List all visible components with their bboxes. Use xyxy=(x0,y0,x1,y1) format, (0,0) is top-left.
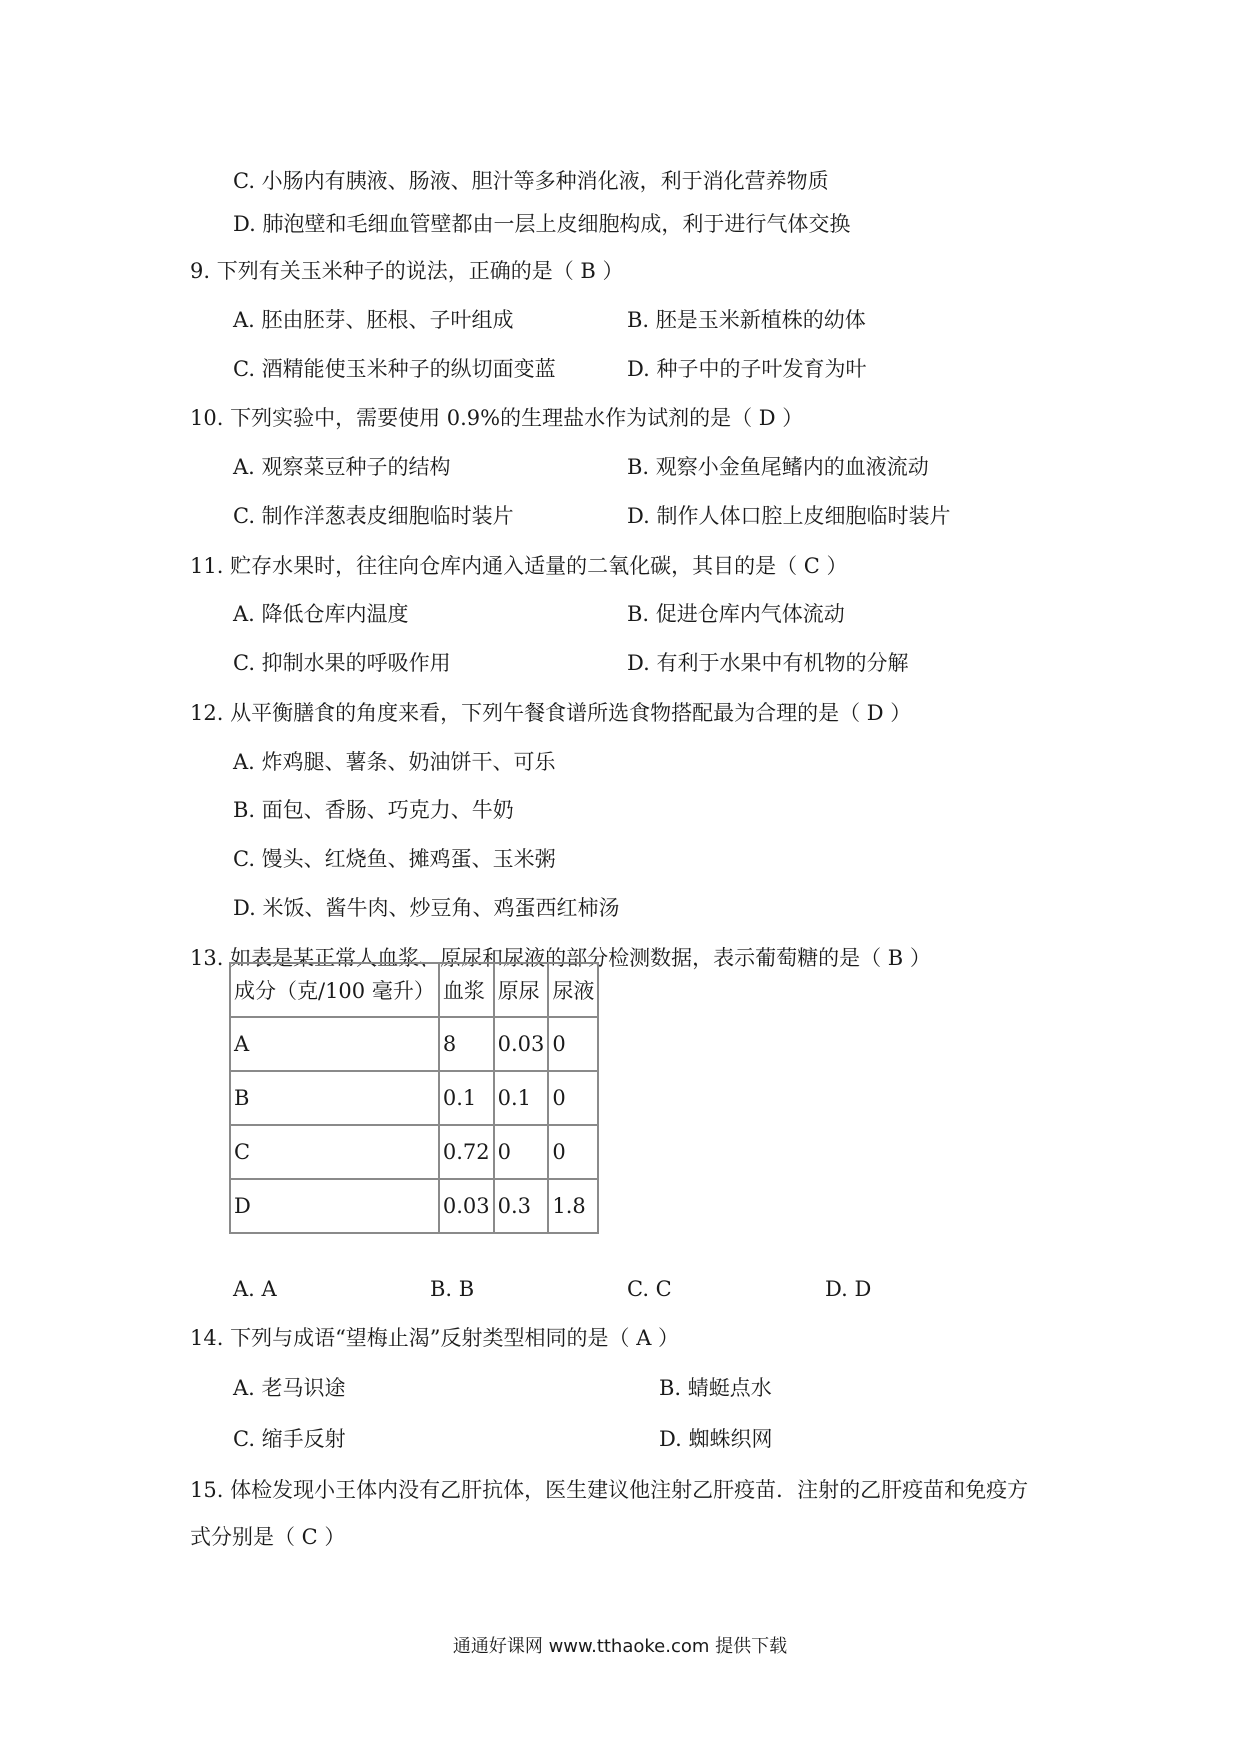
q11-option-d: D. 有利于水果中有机物的分解 xyxy=(627,651,909,675)
table-cell: 0.03 xyxy=(439,1179,494,1233)
q14-option-c: C. 缩手反射 xyxy=(233,1427,346,1451)
q9-option-c: C. 酒精能使玉米种子的纵切面变蓝 xyxy=(233,357,556,381)
table-cell: A xyxy=(230,1017,439,1071)
q8-option-c: C. 小肠内有胰液、肠液、胆汁等多种消化液，利于消化营养物质 xyxy=(233,169,829,193)
q13-option-d: D. D xyxy=(825,1277,872,1301)
q12-option-c: C. 馒头、红烧鱼、摊鸡蛋、玉米粥 xyxy=(233,847,556,871)
q10-option-d: D. 制作人体口腔上皮细胞临时装片 xyxy=(627,504,951,528)
page-footer: 通通好课网 www.tthaoke.com 提供下载 xyxy=(452,1636,788,1657)
q9-option-a: A. 胚由胚芽、胚根、子叶组成 xyxy=(233,308,514,332)
q9-option-b: B. 胚是玉米新植株的幼体 xyxy=(627,308,866,332)
table-cell: 0.3 xyxy=(494,1179,549,1233)
urine-data-table xyxy=(229,962,599,1234)
q14-option-d: D. 蜘蛛织网 xyxy=(659,1427,773,1451)
table-row xyxy=(230,1017,598,1071)
q10-option-b: B. 观察小金鱼尾鳍内的血液流动 xyxy=(627,455,929,479)
q11-option-c: C. 抑制水果的呼吸作用 xyxy=(233,651,451,675)
table-header-cell: 原尿 xyxy=(494,963,549,1017)
q10-option-c: C. 制作洋葱表皮细胞临时装片 xyxy=(233,504,514,528)
q12-option-a: A. 炸鸡腿、薯条、奶油饼干、可乐 xyxy=(233,750,556,774)
q14-option-b: B. 蜻蜓点水 xyxy=(659,1376,772,1400)
table-header-cell: 血浆 xyxy=(439,963,494,1017)
question-9: 9. 下列有关玉米种子的说法，正确的是（ B ） xyxy=(190,259,624,283)
table-cell: 1.8 xyxy=(548,1179,598,1233)
question-14: 14. 下列与成语“望梅止渴”反射类型相同的是（ A ） xyxy=(190,1326,680,1350)
q13-option-a: A. A xyxy=(233,1277,277,1301)
q14-option-a: A. 老马识途 xyxy=(233,1376,346,1400)
table-cell: 0 xyxy=(494,1125,549,1179)
q12-option-b: B. 面包、香肠、巧克力、牛奶 xyxy=(233,798,514,822)
table-cell: D xyxy=(230,1179,439,1233)
q11-option-b: B. 促进仓库内气体流动 xyxy=(627,602,845,626)
table-row xyxy=(230,1125,598,1179)
table-cell: 0.72 xyxy=(439,1125,494,1179)
table-cell: 0 xyxy=(548,1125,598,1179)
q13-option-b: B. B xyxy=(430,1277,475,1301)
table-row xyxy=(230,1071,598,1125)
table-cell: B xyxy=(230,1071,439,1125)
table-cell: 0.1 xyxy=(439,1071,494,1125)
q8-option-d: D. 肺泡壁和毛细血管壁都由一层上皮细胞构成，利于进行气体交换 xyxy=(233,212,851,236)
table-cell: 0.1 xyxy=(494,1071,549,1125)
question-10: 10. 下列实验中，需要使用 0.9%的生理盐水作为试剂的是（ D ） xyxy=(190,406,804,430)
table-header-cell: 成分（克/100 毫升） xyxy=(230,963,439,1017)
table-header-row xyxy=(230,963,598,1017)
question-15-continuation: 式分别是（ C ） xyxy=(190,1525,346,1549)
q13-option-c: C. C xyxy=(627,1277,672,1301)
table-cell: C xyxy=(230,1125,439,1179)
question-13: 13. 如表是某正常人血浆、原尿和尿液的部分检测数据，表示葡萄糖的是（ B ） xyxy=(190,946,931,970)
q12-option-d: D. 米饭、酱牛肉、炒豆角、鸡蛋西红柿汤 xyxy=(233,896,620,920)
table-cell: 0 xyxy=(548,1017,598,1071)
table-header-cell: 尿液 xyxy=(548,963,598,1017)
q11-option-a: A. 降低仓库内温度 xyxy=(233,602,409,626)
question-11: 11. 贮存水果时，往往向仓库内通入适量的二氧化碳，其目的是（ C ） xyxy=(190,554,848,578)
table-cell: 0.03 xyxy=(494,1017,549,1071)
question-12: 12. 从平衡膳食的角度来看，下列午餐食谱所选食物搭配最为合理的是（ D ） xyxy=(190,701,912,725)
table-cell: 0 xyxy=(548,1071,598,1125)
q9-option-d: D. 种子中的子叶发育为叶 xyxy=(627,357,867,381)
table-row xyxy=(230,1179,598,1233)
question-15: 15. 体检发现小王体内没有乙肝抗体，医生建议他注射乙肝疫苗．注射的乙肝疫苗和免疫方 xyxy=(190,1478,1029,1502)
table-cell: 8 xyxy=(439,1017,494,1071)
q10-option-a: A. 观察菜豆种子的结构 xyxy=(233,455,451,479)
